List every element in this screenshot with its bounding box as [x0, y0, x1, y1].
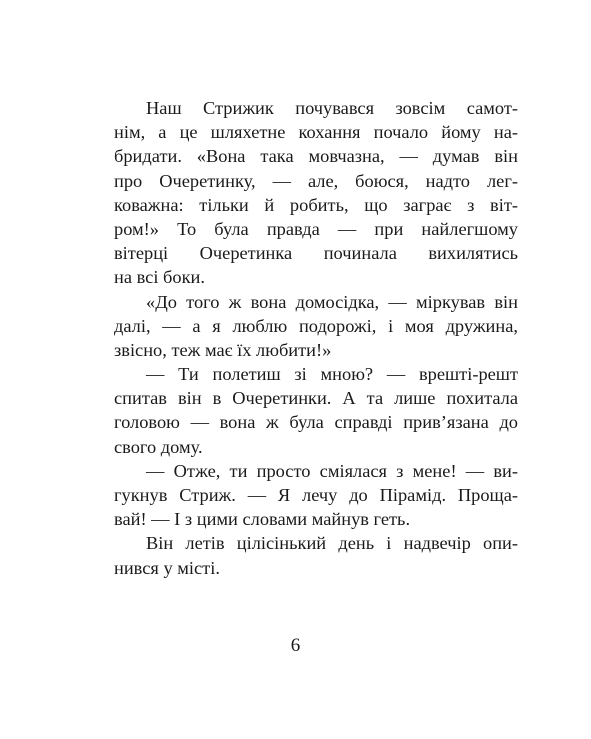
text-line: коважна: тільки й робить, що заграє з віт- — [114, 194, 518, 215]
text-line: нім, а це шляхетне кохання почало йому на- — [114, 122, 518, 143]
text-line: бридати. «Вона така мовчазна, — думав він — [114, 146, 518, 167]
paragraph — [114, 362, 518, 459]
text-line: «До того ж вона домосідка, — міркував він — [146, 291, 518, 312]
text-line: нився у місті. — [114, 557, 220, 578]
paragraph — [114, 290, 518, 363]
text-line: — Ти полетиш зі мною? — врешті-решт — [146, 364, 518, 385]
text-line: про Очеретинку, — але, боюся, надто лег- — [114, 170, 518, 191]
paragraph — [114, 531, 518, 579]
text-line: ром!» То була правда — при найлегшому — [114, 218, 518, 239]
text-line: спитав він в Очеретинки. А та лише похитала — [114, 388, 518, 409]
text-line: далі, — а я люблю подорожі, і моя дружина, — [114, 315, 518, 336]
text-line: Він летів цілісінький день і надвечір опи- — [146, 533, 518, 554]
text-line: свого дому. — [114, 436, 203, 457]
text-line: вай! — І з цими словами майнув геть. — [114, 509, 411, 530]
text-line: звісно, теж має їх любити!» — [114, 339, 332, 360]
text-line: на всі боки. — [114, 267, 205, 288]
page-number: 6 — [290, 635, 301, 656]
text-line: Наш Стрижик почувався зовсім самот- — [146, 98, 518, 118]
paragraph — [114, 459, 518, 532]
text-line: головою — вона ж була справді прив’язана до — [114, 412, 518, 433]
text-line: вітерці Очеретинка починала вихилятись — [114, 243, 518, 264]
text-line: гукнув Стриж. — Я лечу до Пірамід. Проща- — [114, 485, 518, 505]
page-text-block — [114, 96, 518, 580]
paragraph — [114, 96, 518, 290]
text-line: — Отже, ти просто сміялася з мене! — ви- — [146, 460, 518, 481]
